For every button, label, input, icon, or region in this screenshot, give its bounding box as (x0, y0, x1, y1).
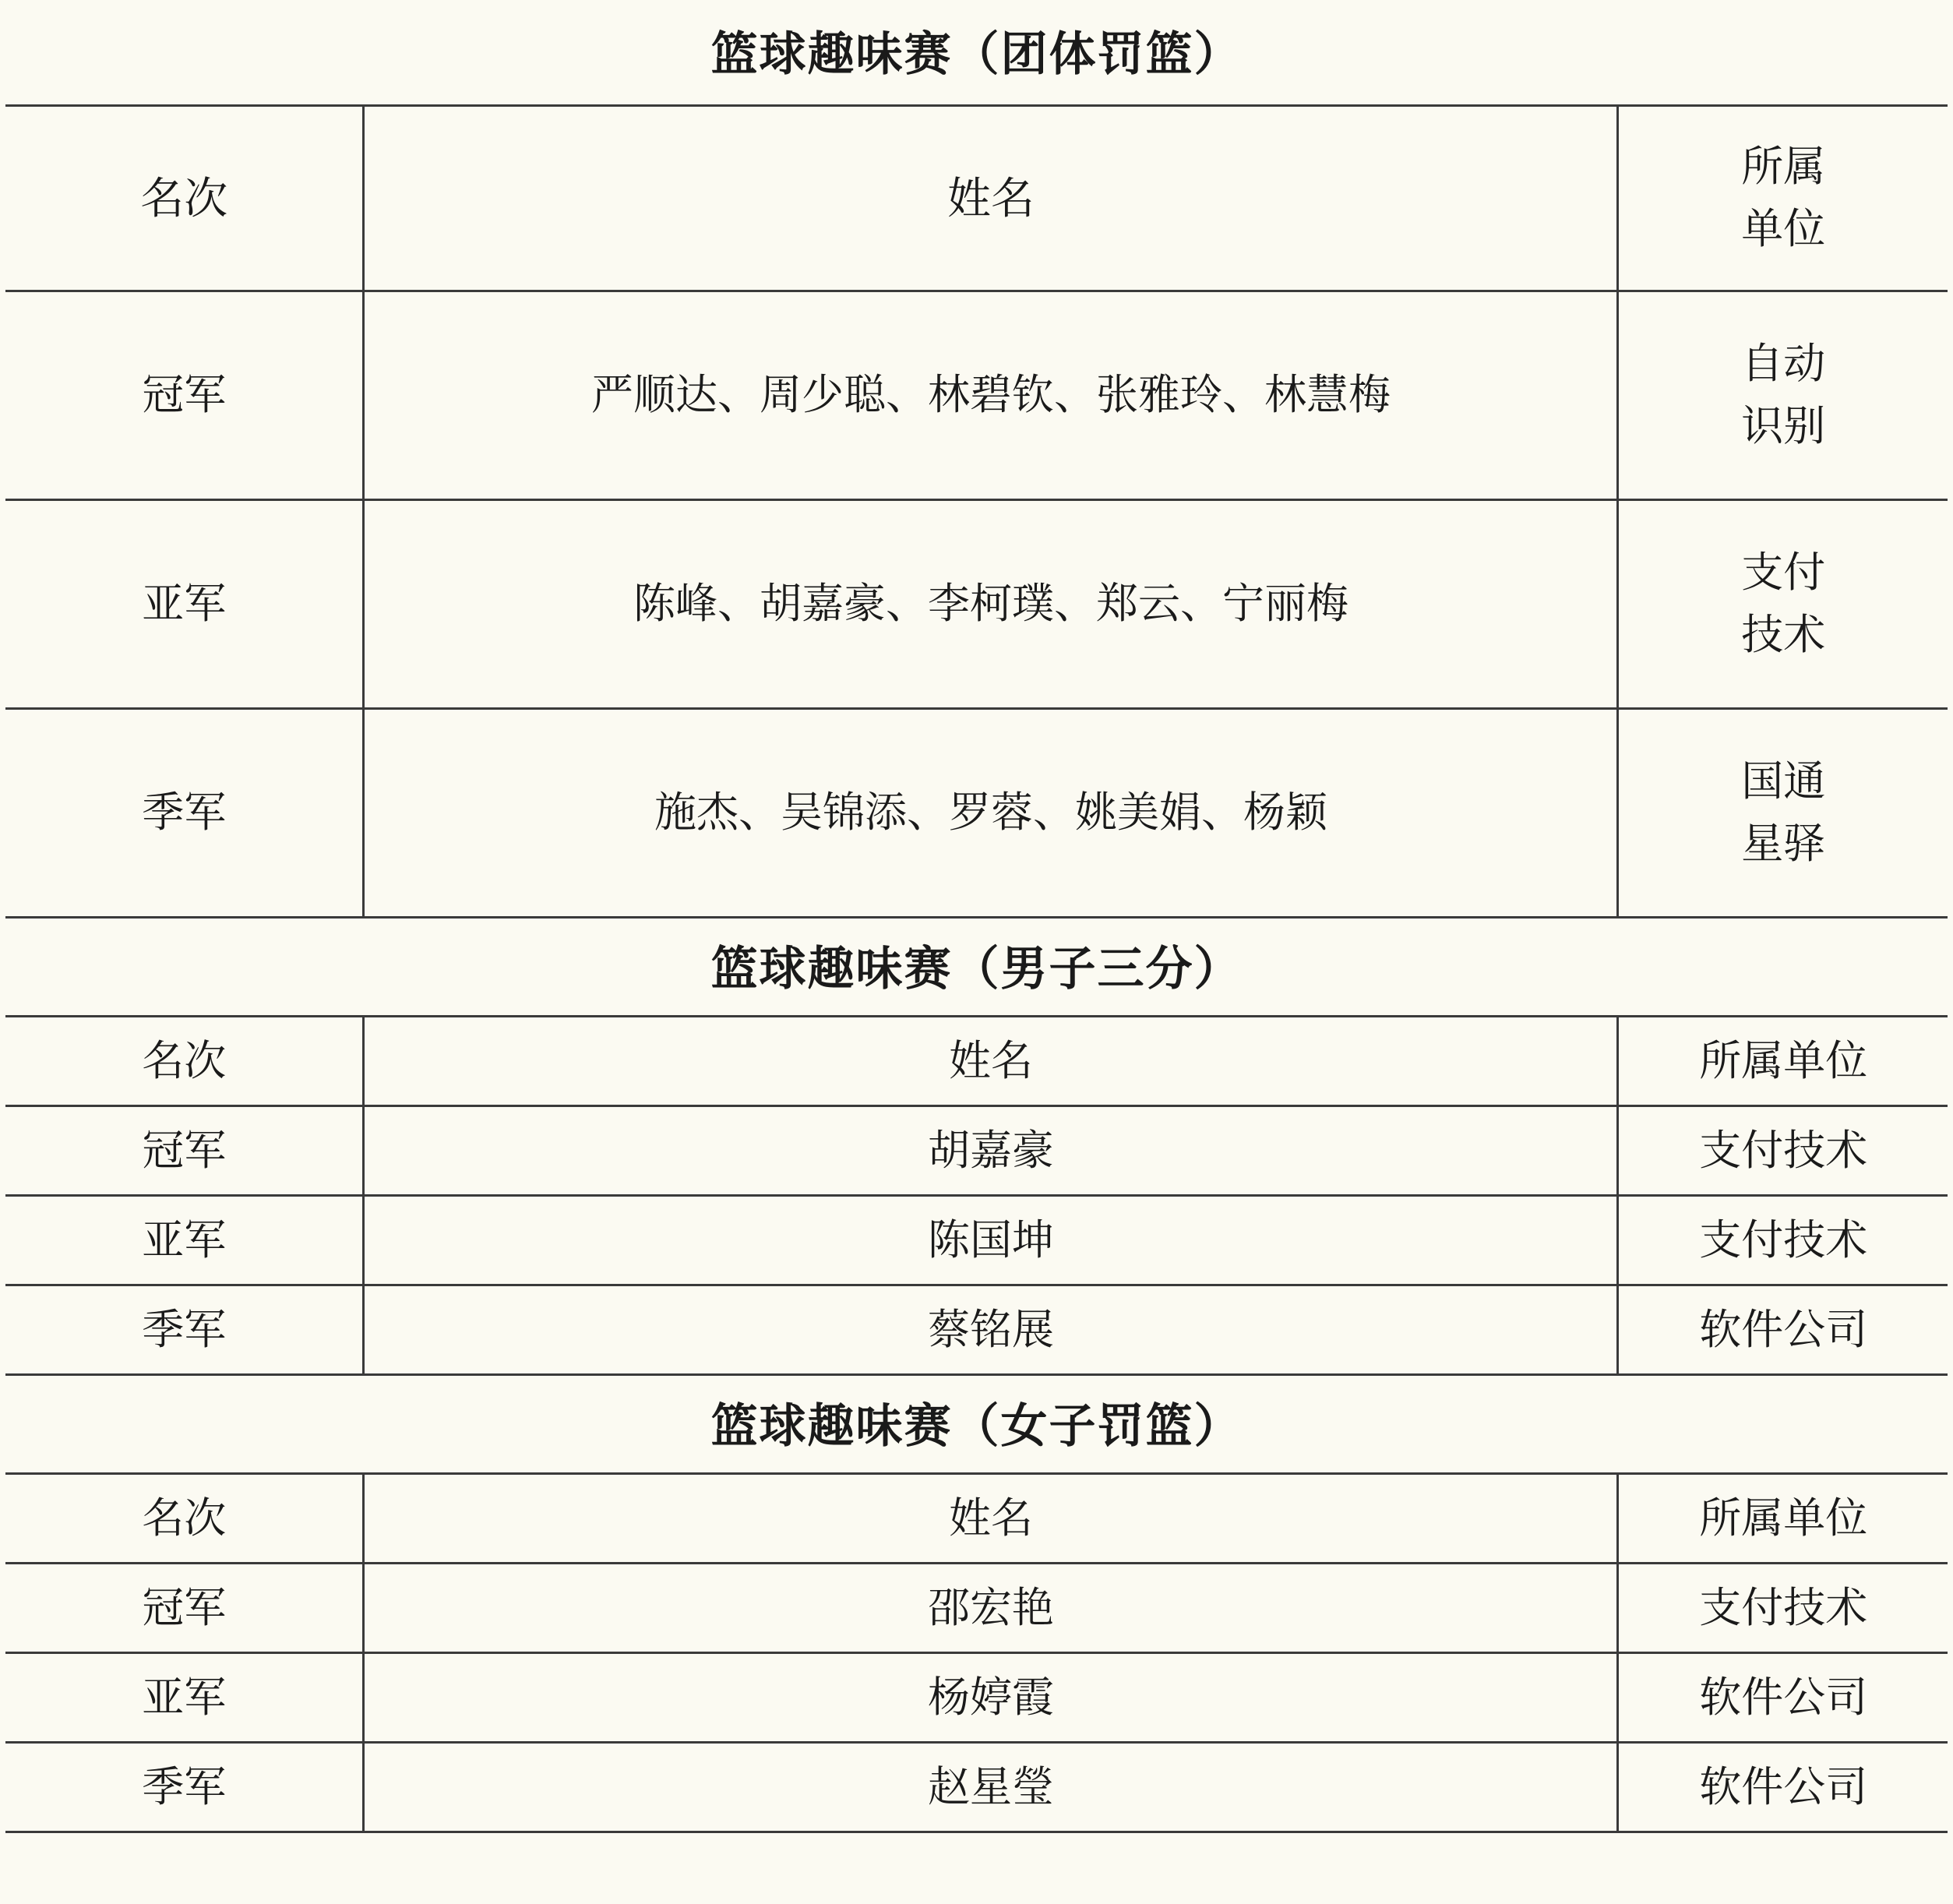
name-value: 蔡铭展 (364, 1285, 1618, 1375)
name-value: 施杰、吴锦添、罗蓉、姚美娟、杨颖 (364, 709, 1618, 918)
name-value: 赵星瑩 (364, 1743, 1618, 1832)
rank-value: 冠军 (5, 1564, 364, 1653)
rank-value: 冠军 (5, 291, 364, 500)
table-row (5, 500, 1948, 709)
table-row (5, 1106, 1948, 1196)
section-title-row (5, 1375, 1948, 1474)
table-header-row (5, 106, 1948, 291)
table-header-row (5, 1474, 1948, 1564)
name-value: 杨婷霞 (364, 1653, 1618, 1743)
column-header-unit-line-2: 单位 (1741, 205, 1826, 252)
table-row (5, 709, 1948, 918)
name-value: 邵宏艳 (364, 1564, 1618, 1653)
column-header-rank: 名次 (5, 1017, 364, 1106)
unit-value-line-1: 国通 (1741, 757, 1826, 805)
unit-value-line-2: 星驿 (1741, 820, 1826, 867)
name-value: 胡嘉豪 (364, 1106, 1618, 1196)
unit-value: 软件公司 (1618, 1653, 1948, 1743)
column-header-unit (1618, 106, 1948, 291)
table-row (5, 1653, 1948, 1743)
column-header-name: 姓名 (364, 106, 1618, 291)
table-row (5, 1743, 1948, 1832)
column-header-rank: 名次 (5, 106, 364, 291)
column-header-name: 姓名 (364, 1017, 1618, 1106)
competition-results-table (5, 0, 1948, 1833)
table-row (5, 1285, 1948, 1375)
rank-value: 季军 (5, 1743, 364, 1832)
unit-value: 软件公司 (1618, 1743, 1948, 1832)
unit-value (1618, 500, 1948, 709)
rank-value: 亚军 (5, 500, 364, 709)
table-row (5, 291, 1948, 500)
rank-value: 冠军 (5, 1106, 364, 1196)
unit-value-line-2: 技术 (1741, 611, 1826, 658)
rank-value: 季军 (5, 709, 364, 918)
section-title-team-freethrow: 篮球趣味赛（团体罚篮） (5, 0, 1948, 106)
column-header-name: 姓名 (364, 1474, 1618, 1564)
column-header-rank: 名次 (5, 1474, 364, 1564)
section-title-row (5, 918, 1948, 1017)
table-row (5, 1196, 1948, 1285)
column-header-unit: 所属单位 (1618, 1017, 1948, 1106)
unit-value-line-1: 自动 (1741, 340, 1826, 387)
section-title-women-freethrow: 篮球趣味赛（女子罚篮） (5, 1375, 1948, 1474)
unit-value (1618, 709, 1948, 918)
rank-value: 亚军 (5, 1653, 364, 1743)
name-value: 严顺达、周少聪、林碧钦、张雅玲、林慧梅 (364, 291, 1618, 500)
section-title-row (5, 0, 1948, 106)
unit-value: 软件公司 (1618, 1285, 1948, 1375)
rank-value: 季军 (5, 1285, 364, 1375)
unit-value: 支付技术 (1618, 1106, 1948, 1196)
unit-value: 支付技术 (1618, 1196, 1948, 1285)
unit-value-line-2: 识别 (1741, 402, 1826, 450)
column-header-unit: 所属单位 (1618, 1474, 1948, 1564)
unit-value (1618, 291, 1948, 500)
table-row (5, 1564, 1948, 1653)
rank-value: 亚军 (5, 1196, 364, 1285)
unit-value-line-1: 支付 (1741, 548, 1826, 596)
unit-value: 支付技术 (1618, 1564, 1948, 1653)
section-title-men-three-point: 篮球趣味赛（男子三分） (5, 918, 1948, 1017)
table-header-row (5, 1017, 1948, 1106)
name-value: 陈国坤 (364, 1196, 1618, 1285)
name-value: 陈峰、胡嘉豪、李柯璞、郑云、宁丽梅 (364, 500, 1618, 709)
column-header-unit-line-1: 所属 (1741, 143, 1826, 190)
